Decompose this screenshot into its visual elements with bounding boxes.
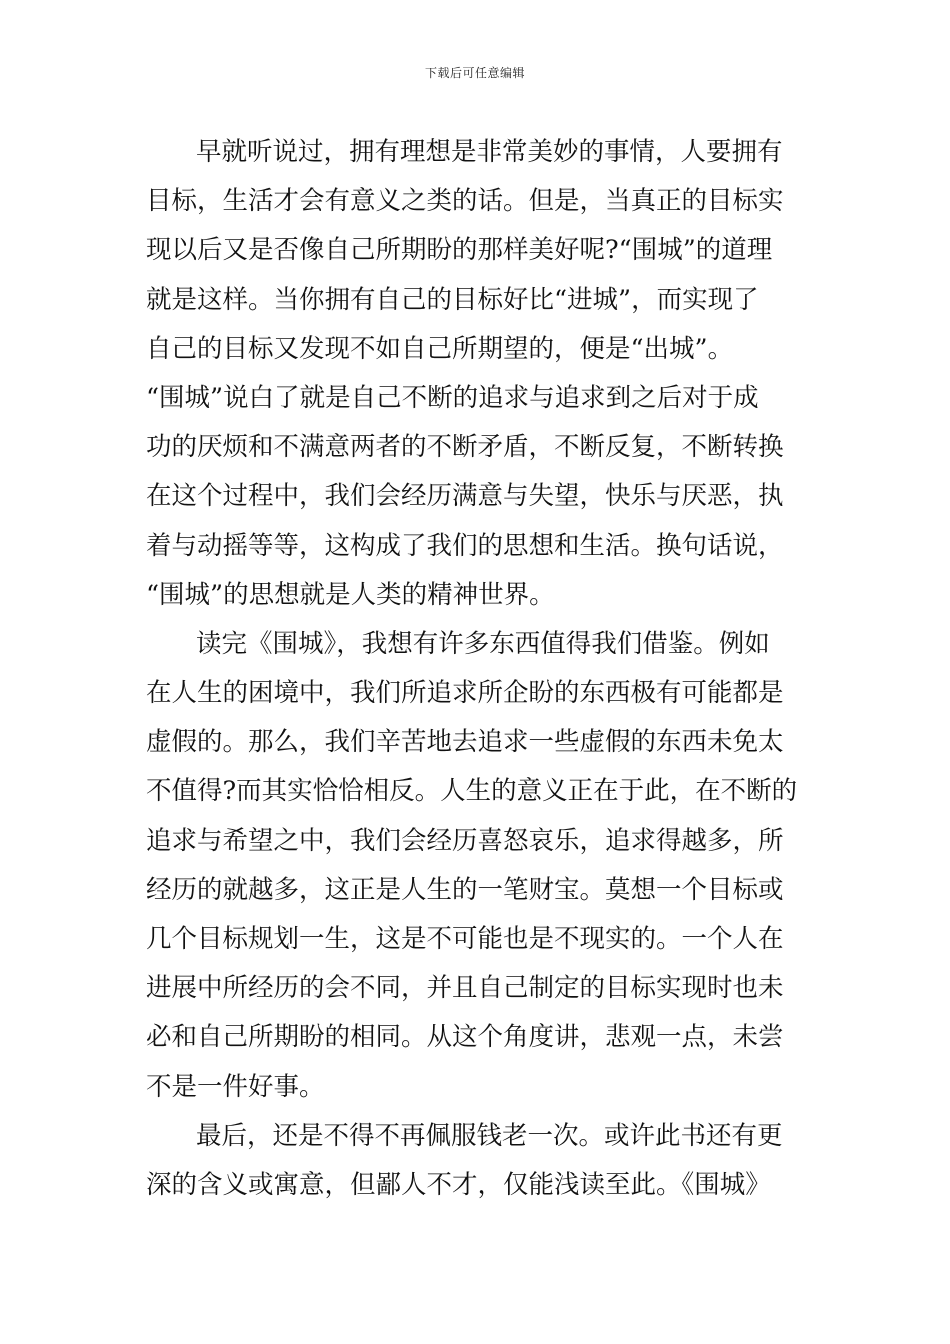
paragraph-2-line: 进展中所经历的会不同，并且自己制定的目标实现时也未 <box>146 973 784 1004</box>
paragraph-2-line: 经历的就越多，这正是人生的一笔财宝。莫想一个目标或 <box>146 874 784 905</box>
paragraph-2-line: 读完《围城》，我想有许多东西值得我们借鉴。例如 <box>196 628 770 659</box>
paragraph-1-line: 现以后又是否像自己所期盼的那样美好呢?“围城”的道理 <box>146 235 773 266</box>
paragraph-2-line: 不值得?而其实恰恰相反。人生的意义正在于此，在不断的 <box>146 776 798 807</box>
paragraph-2-line: 几个目标规划一生，这是不可能也是不现实的。一个人在 <box>146 924 784 954</box>
paragraph-1-line: 功的厌烦和不满意两者的不断矛盾，不断反复，不断转换 <box>146 432 784 463</box>
paragraph-2-line: 在人生的困境中，我们所追求所企盼的东西极有可能都是 <box>146 678 784 709</box>
paragraph-1-line: 着与动摇等等，这构成了我们的思想和生活。换句话说， <box>146 530 784 561</box>
paragraph-3-line: 深的含义或寓意，但鄙人不才，仅能浅读至此。《围城》 <box>146 1169 771 1200</box>
paragraph-1-line: 在这个过程中，我们会经历满意与失望，快乐与厌恶，执 <box>146 481 784 512</box>
paragraph-1-line: “围城”的思想就是人类的精神世界。 <box>146 579 555 610</box>
paragraph-2-line: 虚假的。那么，我们辛苦地去追求一些虚假的东西未免太 <box>146 727 784 758</box>
paragraph-1-line: 就是这样。当你拥有自己的目标好比“进城”，而实现了 <box>146 284 759 315</box>
paragraph-1-line: 自己的目标又发现不如自己所期望的，便是“出城”。 <box>146 333 734 364</box>
paragraph-2-line: 追求与希望之中，我们会经历喜怒哀乐，追求得越多，所 <box>146 825 784 856</box>
paragraph-2-line: 不是一件好事。 <box>146 1071 325 1102</box>
essay-body <box>146 128 808 1210</box>
paragraph-1-line: 目标，生活才会有意义之类的话。但是，当真正的目标实 <box>146 186 784 217</box>
paragraph-1-line: “围城”说白了就是自己不断的追求与追求到之后对于成 <box>146 382 759 413</box>
paragraph-1-line: 早就听说过，拥有理想是非常美妙的事情，人要拥有 <box>196 137 783 167</box>
paragraph-3-line: 最后，还是不得不再佩服钱老一次。或许此书还有更 <box>196 1120 783 1151</box>
paragraph-2-line: 必和自己所期盼的相同。从这个角度讲，悲观一点，未尝 <box>146 1022 784 1053</box>
page-header: 下载后可任意编辑 <box>424 66 525 80</box>
